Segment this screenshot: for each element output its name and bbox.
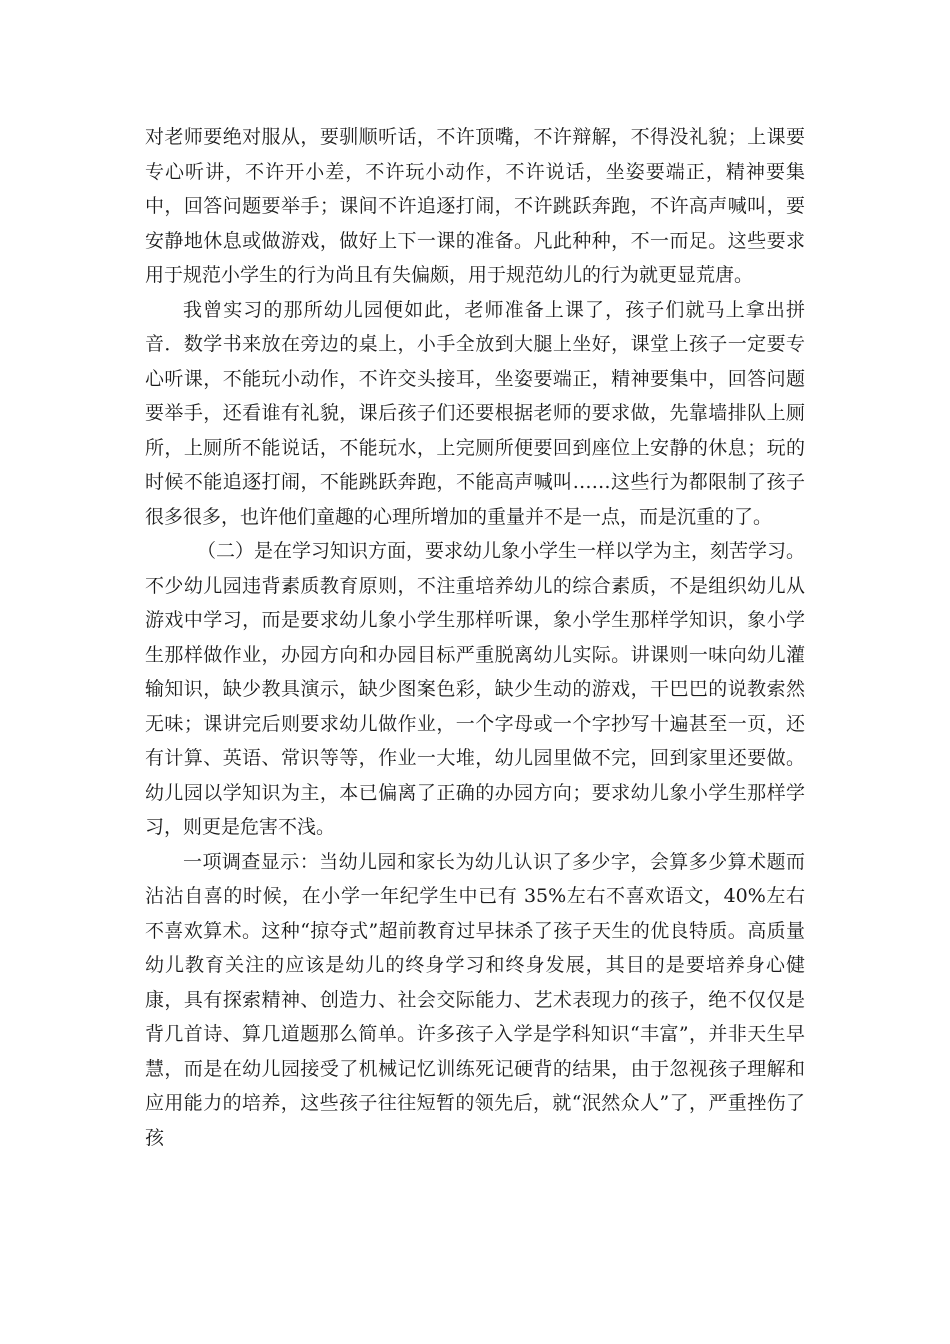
- paragraph-internship: 我曾实习的那所幼儿园便如此，老师准备上课了，孩子们就马上拿出拼音．数学书来放在旁边的桌上，小手全放到大腿上坐好，课堂上孩子一定要专心听课，不能玩小动作，不许交头接耳，坐姿要端正，精神要集中，回答问题要举手，还看谁有礼貌，课后孩子们还要根据老师的要求做，先靠墙排队上厕所，上厕所不能说话，不能玩水，上完厕所便要回到座位上安静的休息；玩的时候不能追逐打闹，不能跳跃奔跑，不能高声喊叫……这些行为都限制了孩子很多很多，也许他们童趣的心理所增加的重量并不是一点，而是沉重的了。: [145, 298, 805, 528]
- paragraph-survey: 一项调查显示：当幼儿园和家长为幼儿认识了多少字，会算多少算术题而沾沾自喜的时候，在小学一年纪学生中已有 35%左右不喜欢语文，40%左右不喜欢算术。这种“掠夺式”超前教育过早抹杀了孩子天生的优良特质。高质量幼儿教育关注的应该是幼儿的终身学习和终身发展，其目的是要培养身心健康，具有探索精神、创造力、社会交际能力、艺术表现力的孩子，绝不仅仅是背几首诗、算几道题那么简单。许多孩子入学是学科知识“丰富”，并非天生早慧，而是在幼儿园接受了机械记忆训练死记硬背的结果，由于忽视孩子理解和应用能力的培养，这些孩子往往短暂的领先后，就“泯然众人”了，严重挫伤了孩: [145, 850, 805, 1149]
- paragraph-continued: 对老师要绝对服从，要驯顺听话，不许顶嘴，不许辩解，不得没礼貌；上课要专心听讲，不许开小差，不许玩小动作，不许说话，坐姿要端正，精神要集中，回答问题要举手；课间不许追逐打闹，不许跳跃奔跑，不许高声喊叫，要安静地休息或做游戏，做好上下一课的准备。凡此种种，不一而足。这些要求用于规范小学生的行为尚且有失偏颇，用于规范幼儿的行为就更显荒唐。: [145, 126, 805, 286]
- document-body: [145, 120, 805, 1155]
- paragraph-section-two: （二）是在学习知识方面，要求幼儿象小学生一样以学为主，刻苦学习。不少幼儿园违背素质教育原则，不注重培养幼儿的综合素质，不是组织幼儿从游戏中学习，而是要求幼儿象小学生那样听课，象小学生那样学知识，象小学生那样做作业，办园方向和办园目标严重脱离幼儿实际。讲课则一味向幼儿灌输知识，缺少教具演示，缺少图案色彩，缺少生动的游戏，干巴巴的说教索然无味；课讲完后则要求幼儿做作业，一个字母或一个字抄写十遍甚至一页，还有计算、英语、常识等等，作业一大堆，幼儿园里做不完，回到家里还要做。幼儿园以学知识为主，本已偏离了正确的办园方向；要求幼儿象小学生那样学习，则更是危害不浅。: [145, 540, 806, 838]
